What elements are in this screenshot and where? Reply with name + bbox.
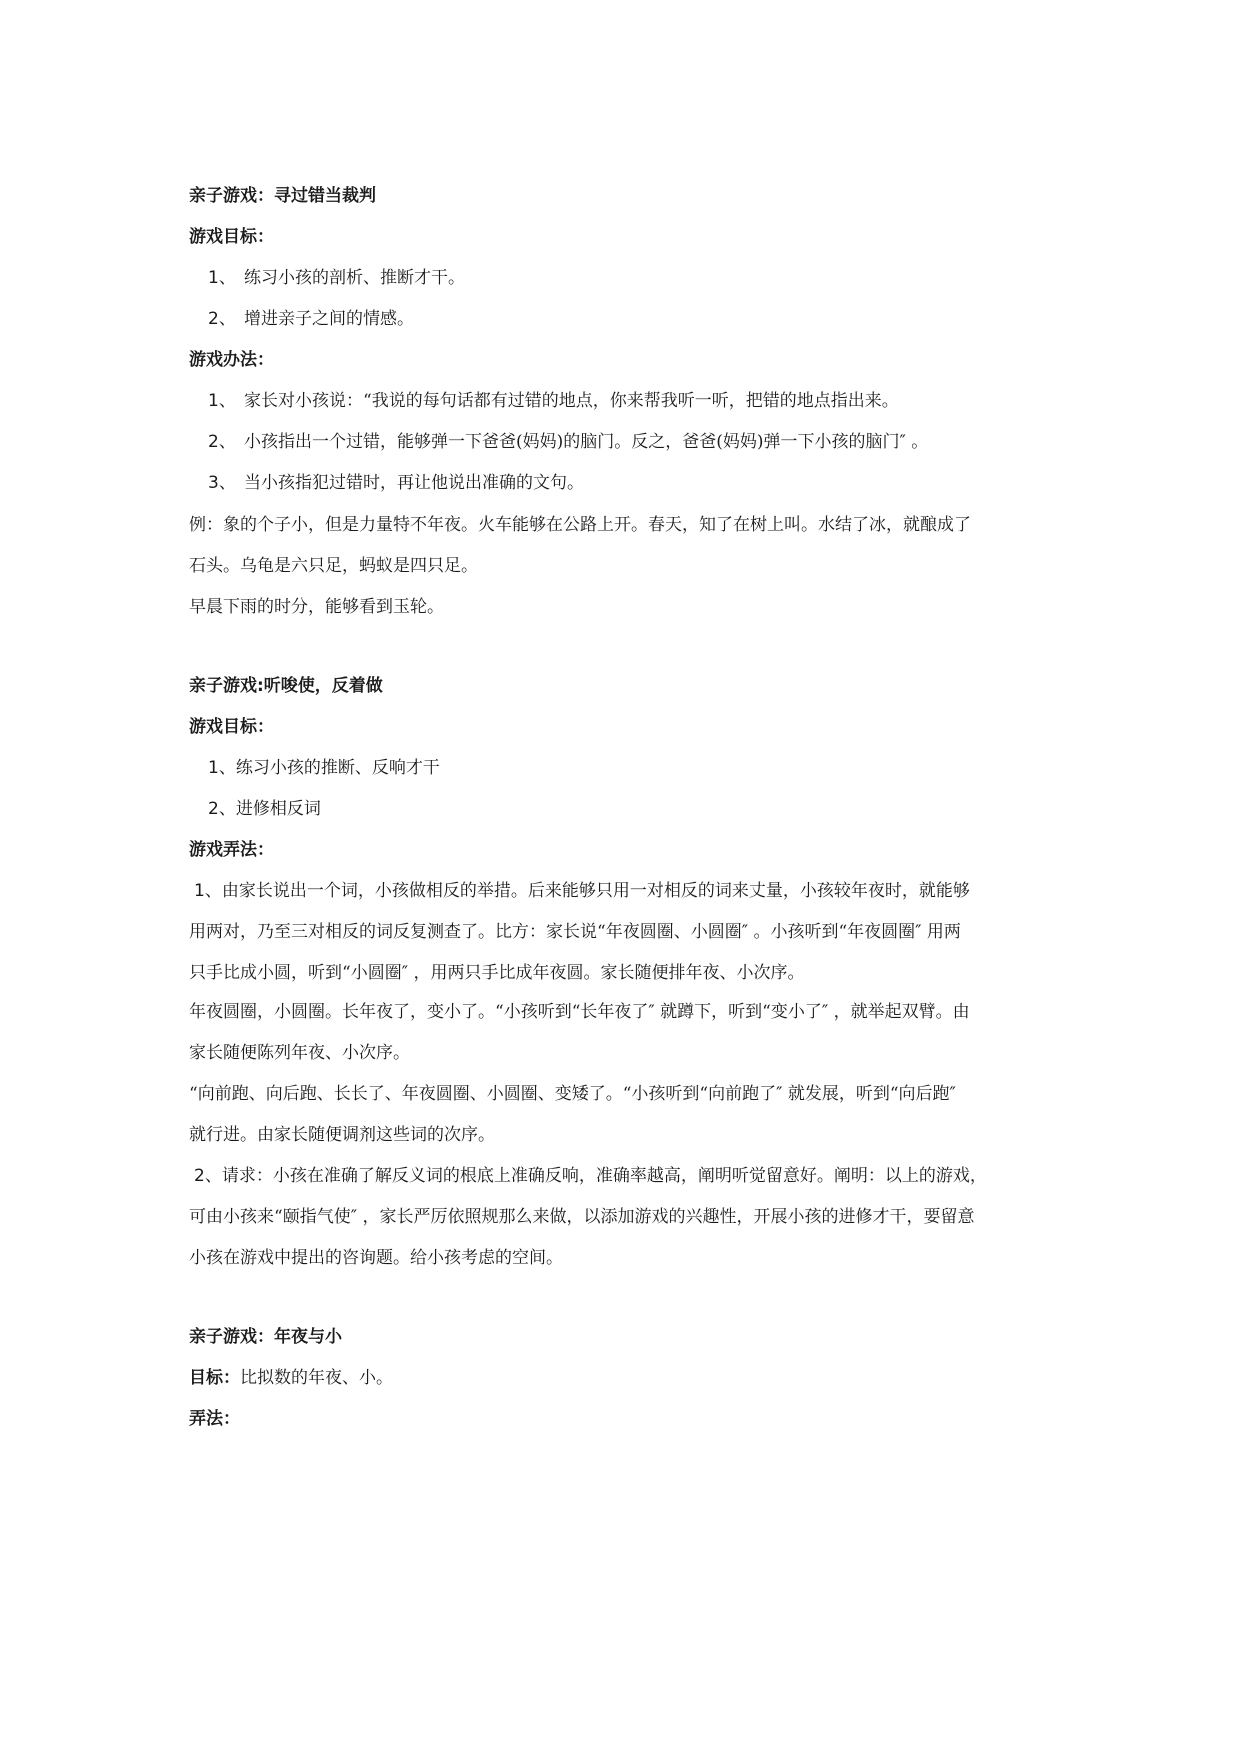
section2-goal-1 <box>208 757 440 779</box>
section1-title: 亲子游戏：寻过错当裁判 <box>189 186 376 206</box>
section3-goal <box>189 1367 393 1389</box>
section1-method-1 <box>208 390 899 412</box>
section1-goal-1 <box>208 267 465 289</box>
section2-para1-line-1 <box>194 880 970 902</box>
section3-method-heading: 弄法： <box>189 1409 240 1429</box>
section1-example-line-2: 石头。乌龟是六只足，蚂蚁是四只足。 <box>189 556 478 576</box>
list-number: 1 <box>208 758 219 778</box>
section2-body-line-4: 就行进。由家长随便调剂这些词的次序。 <box>189 1125 495 1145</box>
section3-title: 亲子游戏：年夜与小 <box>189 1327 342 1347</box>
section2-body-line-3: “向前跑、向后跑、长长了、年夜圆圈、小圆圈、变矮了。“小孩听到“向前跑了″ 就发展，听到“向后跑″ <box>189 1084 956 1104</box>
section2-para1-line-2: 用两对，乃至三对相反的词反复测查了。比方：家长说“年夜圆圈、小圆圈″ 。小孩听到“年夜圆圈″ 用两 <box>189 922 961 942</box>
section1-example-line-3: 早晨下雨的时分，能够看到玉轮。 <box>189 597 444 617</box>
list-number: 2 <box>208 799 219 819</box>
list-number: 1、 <box>208 268 236 288</box>
list-number: 2 <box>194 1166 205 1186</box>
list-text: 小孩指出一个过错，能够弹一下爸爸(妈妈)的脑门。反之，爸爸(妈妈)弹一下小孩的脑门″ 。 <box>244 432 929 452</box>
section1-method-2 <box>208 431 928 453</box>
section2-para1-line-3: 只手比成小圆，听到“小圆圈″ ，用两只手比成年夜圆。家长随便排年夜、小次序。 <box>189 963 805 983</box>
section2-goal-heading: 游戏目标： <box>189 717 274 737</box>
section2-method-heading: 游戏弄法： <box>189 840 274 860</box>
list-text: 增进亲子之间的情感。 <box>244 309 414 329</box>
list-number: 1 <box>194 881 205 901</box>
section1-goal-heading: 游戏目标： <box>189 227 274 247</box>
section1-example-line-1: 例：象的个子小，但是力量特不年夜。火车能够在公路上开。春天，知了在树上叫。水结了冰，就酿成了 <box>189 515 971 535</box>
list-text: 、练习小孩的推断、反响才干 <box>218 758 440 778</box>
paragraph-text: 、由家长说出一个词，小孩做相反的举措。后来能够只用一对相反的词来丈量，小孩较年夜时，就能够 <box>204 881 970 901</box>
list-text: 、进修相反词 <box>218 799 321 819</box>
section2-goal-2 <box>208 798 321 820</box>
section1-method-3 <box>208 472 584 494</box>
section2-para2-line-1 <box>194 1165 987 1187</box>
section2-para2-line-3: 小孩在游戏中提出的咨询题。给小孩考虑的空间。 <box>189 1248 563 1268</box>
goal-label: 目标： <box>189 1368 240 1388</box>
section1-method-heading: 游戏办法： <box>189 350 274 370</box>
section1-goal-2 <box>208 308 414 330</box>
list-number: 2、 <box>208 432 236 452</box>
section2-body-line-1: 年夜圆圈，小圆圈。长年夜了，变小了。“小孩听到“长年夜了″ 就蹲下，听到“变小了″ ，就举起双臂。由 <box>189 1002 970 1022</box>
section2-title: 亲子游戏:听唆使，反着做 <box>189 676 383 696</box>
list-number: 2、 <box>208 309 236 329</box>
list-number: 3、 <box>208 473 236 493</box>
list-text: 家长对小孩说：“我说的每句话都有过错的地点，你来帮我听一听，把错的地点指出来。 <box>244 391 899 411</box>
list-number: 1、 <box>208 391 236 411</box>
list-text: 当小孩指犯过错时，再让他说出准确的文句。 <box>244 473 584 493</box>
goal-text: 比拟数的年夜、小。 <box>240 1368 393 1388</box>
paragraph-text: 、请求：小孩在准确了解反义词的根底上准确反响，准确率越高，阐明听觉留意好。阐明：以上的游戏， <box>204 1166 987 1186</box>
section2-body-line-2: 家长随便陈列年夜、小次序。 <box>189 1043 410 1063</box>
section2-para2-line-2: 可由小孩来“颐指气使″ ，家长严厉依照规那么来做，以添加游戏的兴趣性，开展小孩的进修才干，要留意 <box>189 1207 975 1227</box>
list-text: 练习小孩的剖析、推断才干。 <box>244 268 465 288</box>
